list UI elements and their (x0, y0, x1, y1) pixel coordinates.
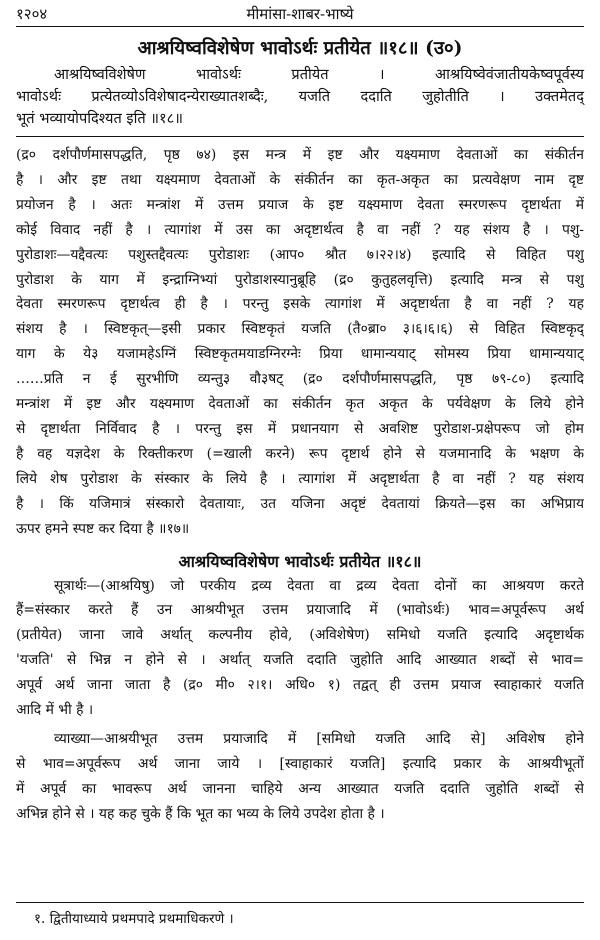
sutrartha-block (16, 574, 584, 723)
vyakhya-line: व्याख्या—आश्रयीभूत उत्तम प्रयाजादि में [समिधो यजति आदि से] अविशेष होने (54, 730, 584, 747)
commentary-line: ऊपर हमने स्पष्ट कर दिया है ॥१७॥ (16, 520, 190, 537)
commentary-line: पुरोडाशः—यद्दैवत्यः पशुस्तद्दैवत्यः पुरोडाशः (आप० श्रौत ७।२२।४) इत्यादि से विहित पशु (16, 246, 584, 263)
commentary-line: लिये शेष पुरोडाश के संस्कार के लिये है । त्यागांश में अदृष्टार्थता है वा नहीं ? यह संशय (16, 470, 584, 487)
commentary-line: प्रयोजन है । अतः मन्त्रांश में उत्तम प्रयाज के इष्ट यक्ष्यमाण देवता स्मरणरूप दृष्टार्थता में (16, 196, 584, 213)
page-header (16, 0, 584, 26)
commentary-line: कोई विवाद नहीं है । त्यागांश में उस का अदृष्टार्थत्व है वा नहीं ? यह संशय है । पशु- (16, 221, 584, 238)
sutrartha-line: (प्रतीयेत) जाना जावे अर्थात् कल्पनीय होवे, (अविशेषेण) समिधो यजति इत्यादि अदृष्टार्थक (16, 627, 584, 644)
commentary-line: से दृष्टार्थता निर्विवाद है । परन्तु इस में प्रधानयाग से अवशिष्ट पुरोडाश-प्रक्षेपरूप जो होम (16, 420, 584, 437)
commentary-block (16, 143, 584, 542)
bhashya-line: भावोऽर्थः प्रत्येतव्योऽविशेषादन्येराख्यातशब्दैः, यजति ददाति जुहोतीति । उक्तमेतद् (16, 88, 584, 105)
header-rule (16, 26, 584, 27)
commentary-line: संशय है । स्विष्टकृत्—इसी प्रकार स्विष्टकृतं यजति (तै०ब्रा० ३।६।६।६) से विहित स्विष्टकृद् (16, 321, 584, 338)
vyakhya-block (16, 727, 584, 827)
sutrartha-line: हैं=संस्कार करते हैं उन आश्रयीभूत उत्तम प्रयाजादि में (भावोऽर्थः) भाव=अपूर्वरूप अर्थ (16, 602, 584, 619)
footnote-area (16, 902, 584, 927)
commentary-line: पुरोडाश के याग में इन्द्राग्निभ्यां पुरोडाशस्यानुब्रूहि (द्र० कुतुहलवृत्ति) इत्यादि मन्त्र से पशु (16, 271, 584, 288)
commentary-line: (द्र० दर्शपौर्णमासपद्धति, पृष्ठ ७४) इस मन्त्र में इष्ट और यक्ष्यमाण देवताओं का संकीर्तन (16, 147, 584, 163)
commentary-line: है । किं यजिमात्रं संस्कारो देवतायाः, उत यजिना अदृष्टं देवतायां क्रियते—इस का अभिप्राय (16, 495, 584, 512)
sub-sutra-title: आश्रयिष्वविशेषेण भावोऽर्थः प्रतीयेत ॥१८॥ (178, 551, 422, 571)
page-number: १२०४ (16, 5, 48, 23)
commentary-line: है । और इष्ट तथा यक्ष्यमाण देवताओं के संकीर्तन का कृत-अकृत का प्रत्यवेक्षण नाम दृष्ट (16, 171, 584, 188)
bhashya-line: भूतं भव्यायोपदिश्यत इति ॥१८॥ (16, 110, 183, 127)
vyakhya-line: से भाव=अपूर्वरूप अर्थ जाना जाये । [स्वाहाकारं यजति] इत्यादि प्रकार के आश्रयीभूतों (16, 755, 584, 772)
running-title: मीमांसा-शाबर-भाष्ये (246, 5, 354, 23)
sutrartha-line: आदि में भी है । (16, 702, 94, 719)
footnote: १. द्वितीयाध्याये प्रथमपादे प्रथमाधिकरणे । (34, 911, 234, 927)
sutrartha-line: सूत्रार्थः—(आश्रयिषु) जो परकीय द्रव्य देवता वा द्रव्य देवता दोनों का आश्रयण करते (54, 577, 584, 594)
commentary-line: है वह यज्ञदेश के रिक्तीकरण (=खाली करने) रूप दृष्टार्थ होने से यजमानादि के भक्षण के (16, 445, 584, 462)
section-rule (16, 136, 584, 137)
vyakhya-line: में अपूर्व का भावरूप अर्थ जानना चाहिये अन्य आख्यात यजति ददाति जुहोति शब्दों से (16, 780, 584, 797)
sutrartha-line: अपूर्व अर्थ जाना जाता है (द्र० मी० २।१। अधि० १) तद्वत् ही उत्तम प्रयाज स्वाहाकारं यजति (16, 677, 584, 694)
commentary-line: मन्त्रांश में इष्ट और यक्ष्यमाण देवताओं का संकीर्तन कृत अकृत के पर्यवेक्षण के लिये होने (16, 396, 584, 413)
commentary-line: याग के ये३ यजामहेऽग्निं स्विष्टकृतमयाडग्निरग्नेः प्रिया धामान्ययाट् सोमस्य प्रिया धामान्ययाट् (16, 346, 584, 363)
sutrartha-line: 'यजति' से भिन्न न होने से । अर्थात् यजति ददाति जुहोति आदि आख्यात शब्दों से भाव= (16, 652, 584, 669)
vyakhya-line: अभिन्न होने से । यह कह चुके हैं कि भूत का भव्य के लिये उपदेश होता है । (16, 805, 385, 822)
bhashya-text (16, 64, 584, 130)
bhashya-line: आश्रयिष्वविशेषेण भावोऽर्थः प्रतीयेत । आश्रयिष्वेवंजातीयकेष्वपूर्वस्य (54, 66, 584, 83)
sutra-title: आश्रयिष्वविशेषेण भावोऽर्थः प्रतीयेत ॥१८॥ (उ०) (137, 38, 463, 59)
commentary-line: ……प्रति न ई सुरभीणि व्यन्तु३ वौ३षट् (द्र० दर्शपौर्णमासपद्धति, पृष्ठ ७९-८०) इत्यादि (16, 371, 584, 388)
footnote-rule (16, 902, 584, 903)
commentary-line: देवता स्मरणरूप दृष्टार्थत्व ही है । परन्तु इसके त्यागांश में अदृष्टार्थता है वा नहीं ? यह (16, 296, 584, 313)
